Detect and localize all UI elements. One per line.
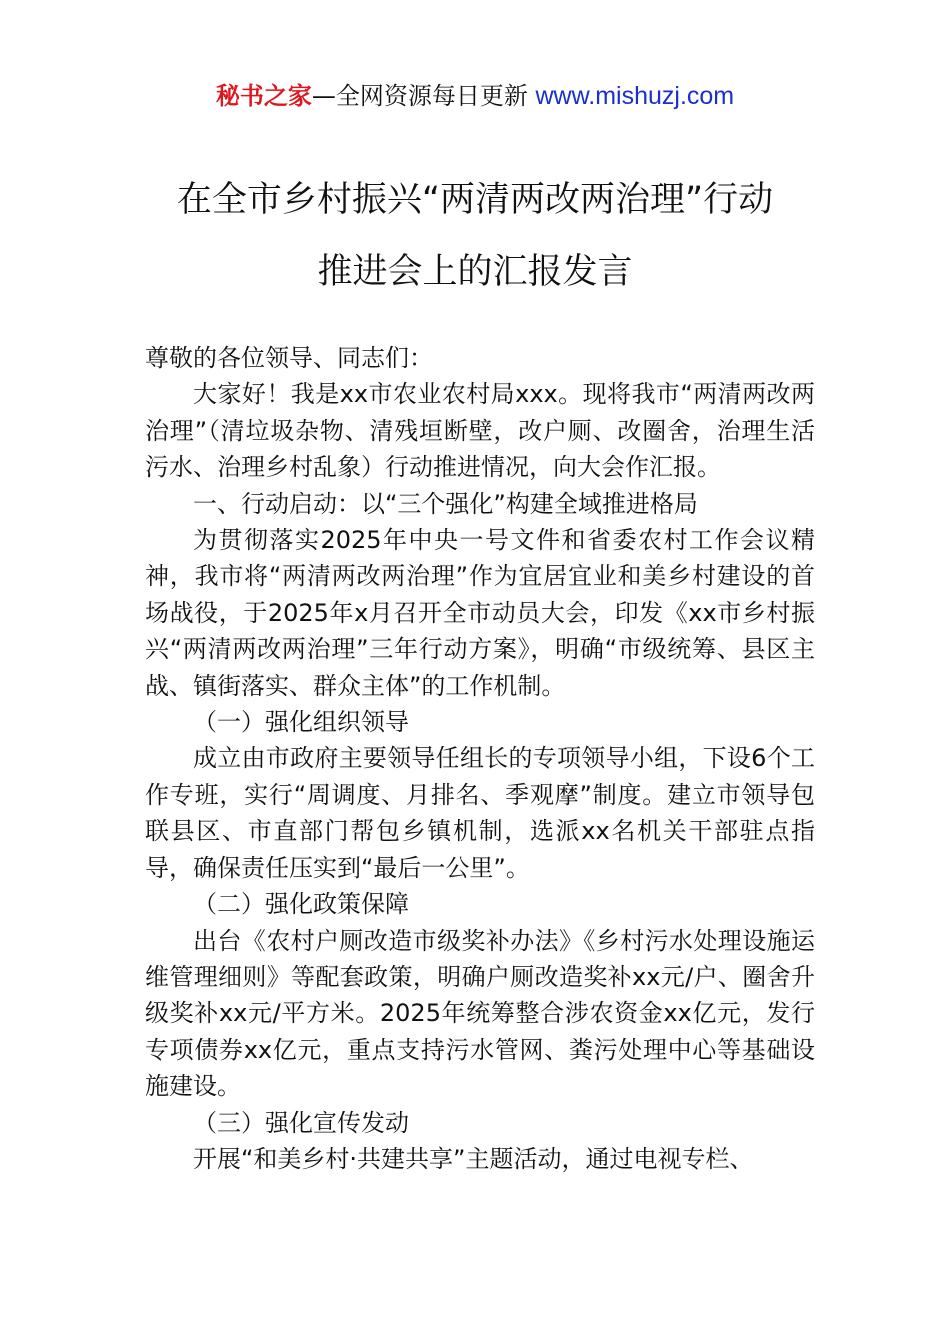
site-header — [0, 80, 950, 112]
paragraph-launch: 为贯彻落实2025年中央一号文件和省委农村工作会议精神，我市将“两清两改两治理”作为宜居宜业和美乡村建设的首场战役，于2025年x月召开全市动员大会，印发《xx市乡村振兴“两清两改两治理”三年行动方案》，明确“市级统筹、县区主战、镇街落实、群众主体”的工作机制。 — [145, 526, 815, 700]
subheading-publicity: （三）强化宣传发动 — [193, 1108, 409, 1137]
paragraph-organization: 成立由市政府主要领导任组长的专项领导小组，下设6个工作专班，实行“周调度、月排名、季观摩”制度。建立市领导包联县区、市直部门帮包乡镇机制，选派xx名机关干部驻点指导，确保责任压实到“最后一公里”。 — [145, 744, 815, 882]
salutation: 尊敬的各位领导、同志们： — [145, 344, 433, 372]
paragraph-intro: 大家好！我是xx市农业农村局xxx。现将我市“两清两改两治理”（清垃圾杂物、清残垣断壁，改户厕、改圈舍，治理生活污水、治理乡村乱象）行动推进情况，向大会作汇报。 — [145, 380, 815, 482]
section-heading-1: 一、行动启动：以“三个强化”构建全域推进格局 — [193, 489, 698, 518]
subheading-policy: （二）强化政策保障 — [193, 890, 409, 919]
document-title-line-2: 推进会上的汇报发言 — [317, 252, 633, 292]
document-title-line-1: 在全市乡村振兴“两清两改两治理”行动 — [176, 180, 774, 220]
paragraph-publicity: 开展“和美乡村·共建共享”主题活动，通过电视专栏、 — [193, 1144, 754, 1173]
site-url-link[interactable]: www.mishuzj.com — [535, 82, 735, 110]
header-tagline: —全网资源每日更新 — [311, 82, 536, 110]
document-body — [145, 340, 815, 1177]
paragraph-policy: 出台《农村户厕改造市级奖补办法》《乡村污水处理设施运维管理细则》等配套政策，明确户厕改造奖补xx元/户、圈舍升级奖补xx元/平方米。2025年统筹整合涉农资金xx亿元，发行专项债券xx亿元，重点支持污水管网、粪污处理中心等基础设施建设。 — [145, 926, 815, 1101]
brand-name: 秘书之家 — [215, 82, 312, 110]
subheading-organization: （一）强化组织领导 — [193, 708, 409, 737]
